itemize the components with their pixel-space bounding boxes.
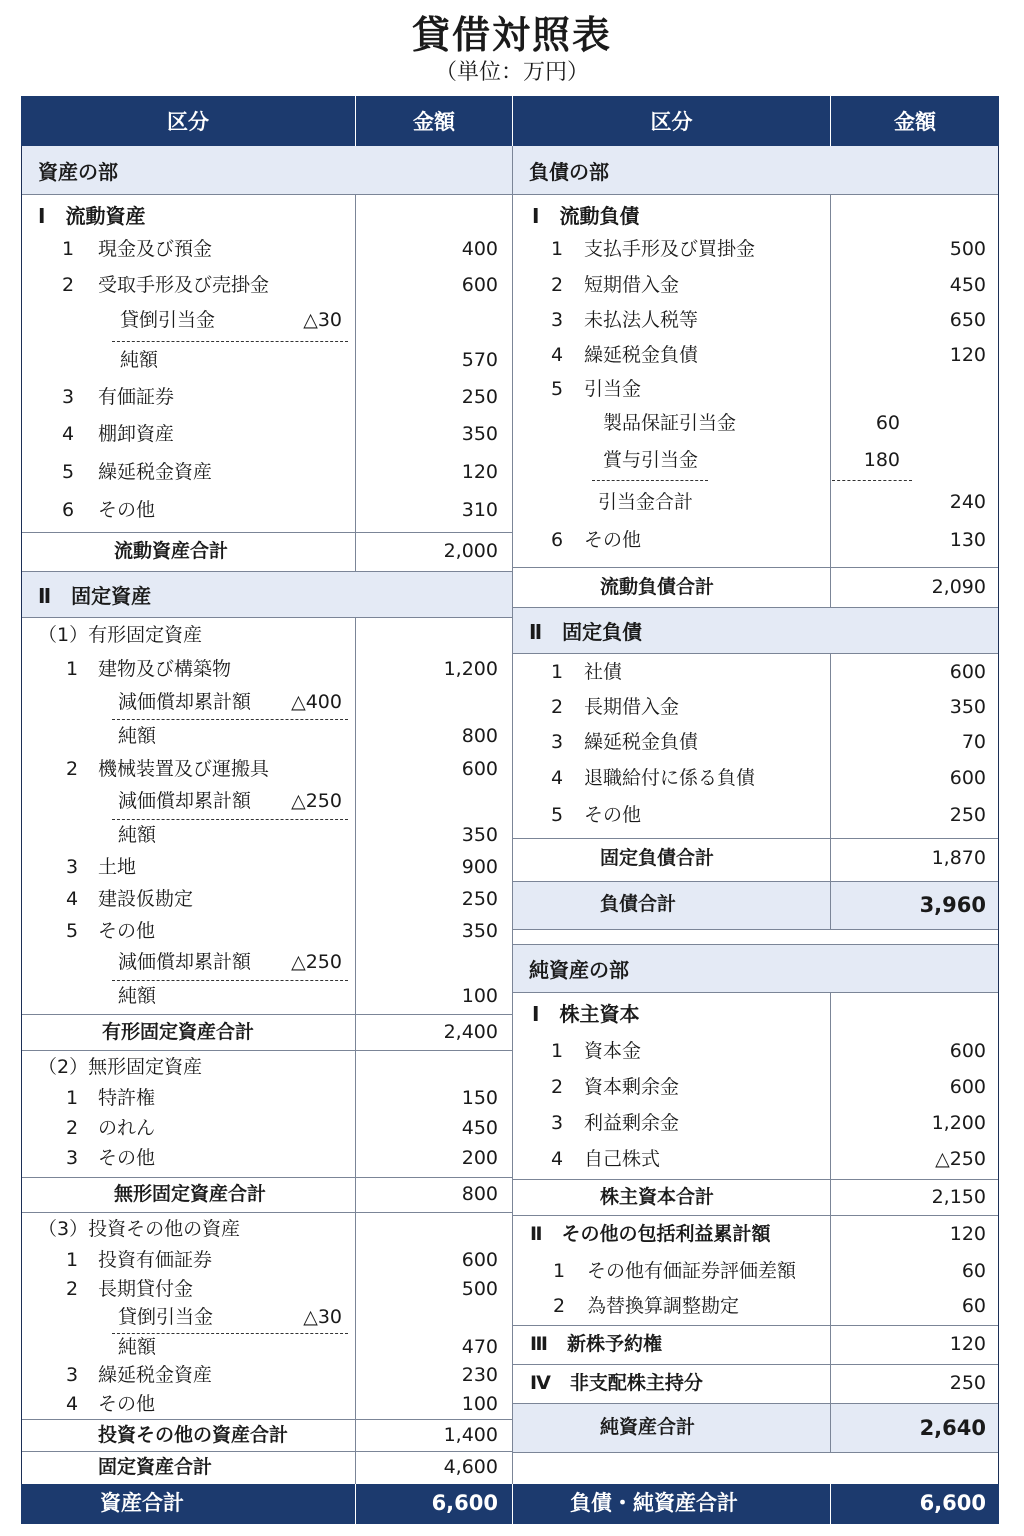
subtotal-amount: 1,400	[443, 1424, 498, 1446]
investments-heading: （3）投資その他の資産	[38, 1218, 241, 1240]
subtotal-label: 有形固定資産合計	[102, 1021, 255, 1043]
net-assets-total-label: 純資産合計	[600, 1416, 696, 1438]
header-amount-right: 金額	[830, 96, 999, 146]
nci-heading: Ⅳ 非支配株主持分	[530, 1372, 703, 1394]
net-assets-section-title: 純資産の部	[513, 944, 998, 992]
subtotal-amount: 2,000	[443, 540, 498, 562]
line-item-amount: 600	[461, 274, 498, 296]
nci-amount: 250	[949, 1372, 986, 1394]
header-category-left: 区分	[21, 96, 355, 146]
fixed-assets-heading: Ⅱ 固定資産	[22, 571, 512, 617]
balance-sheet-page: 貸借対照表 （単位：万円） 区分 金額 区分 金額 資産の部 負債の部 Ⅱ 固定資産 Ⅱ 固定負債 純資産の部 Ⅰ 流動資産 1 現金及び預金 400 2 受取手形及び売掛金 600 貸倒引当金 △30 純額 570 3 有価証券 250 4 棚卸資産 350 5 繰延税金資産 120 6 その他 310 流動資産合計 2,000 （1）有形固定資産 1 建物及び構築物 1,200 減価償却累計額 △400 純額 800 2 機械装置及び運搬具 600 減価償却累計額 △250 純額 350 3 土地 900 4 建設仮勘定 250 5 その他 350 減価償却累計額 △250 純額 100 有形固定資産合計 2,400 （2）無形固定資産 1 特許権 150 2 のれん 450 3 その他 200 無形固定資産合計 800 （3）投資その他の資産 1 投資有価証券 600 2 長期貸付金 500 貸倒引当金 △30 純額 470 3 繰延税金資産 230 4 その他 100 投資その他の資産合計 1,400 固定資産合計 4,600 資産合計 6,600 Ⅰ 流動負債 1 支払手形及び買掛金 500 2 短期借入金 450 3 未払法人税等 650 4 繰延税金負債 120 5 引当金 製品保証引当金 60 賞与引当金 180 引当金合計 240 6 その他 130 流動負債合計 2,090 1 社債 600 2 長期借入金 350 3 繰延税金負債 70 4 退職給付に係る負債 600 5 その他 250 固定負債合計 1,870 負債合計 3,960 Ⅰ 株主資本 1 資本金 600 2 資本剰余金 600 3 利益剰余金 1,200 4 自己株式 △250 株主資本合計 2,150 Ⅱ その他の包括利益累計額 120 1 その他有価証券評価差額 60 2 為替換算調整勘定 60 Ⅲ 新株予約権 120 Ⅳ 非支配株主持分 250 純資産合計 2,640 負債・純資産合計 6,600	[0, 0, 1024, 1536]
warrants-amount: 120	[949, 1333, 986, 1355]
tangible-heading: （1）有形固定資産	[38, 624, 203, 646]
subtotal-amount: 2,400	[443, 1021, 498, 1043]
liab-net-total-label: 負債・純資産合計	[570, 1491, 738, 1515]
liab-net-total: 6,600	[919, 1491, 986, 1515]
allowance-label: 貸倒引当金	[120, 309, 216, 331]
current-liabilities-heading: Ⅰ 流動負債	[532, 204, 640, 228]
subtotal-amount: 1,870	[931, 847, 986, 869]
line-item-label: 現金及び預金	[98, 238, 213, 260]
assets-grand-total: 6,600	[431, 1491, 498, 1515]
fixed-liabilities-heading: Ⅱ 固定負債	[513, 607, 998, 653]
aoci-amount: 120	[949, 1223, 986, 1245]
assets-section-title: 資産の部	[22, 146, 512, 194]
subtotal-label: 株主資本合計	[600, 1186, 715, 1208]
header-category-right: 区分	[512, 96, 830, 146]
warrants-heading: Ⅲ 新株予約権	[530, 1333, 662, 1355]
line-item-label: 受取手形及び売掛金	[98, 274, 270, 296]
line-item-amount: 400	[461, 238, 498, 260]
page-title: 貸借対照表	[411, 13, 612, 57]
unit-note: （単位：万円）	[434, 60, 589, 85]
shareholders-equity-heading: Ⅰ 株主資本	[532, 1002, 640, 1026]
subtotal-amount: 800	[461, 1183, 498, 1205]
subtotal-label: 固定負債合計	[600, 847, 715, 869]
subtotal-label: 無形固定資産合計	[114, 1183, 267, 1205]
intangible-heading: （2）無形固定資産	[38, 1056, 203, 1078]
liabilities-total: 3,960	[919, 893, 986, 917]
subtotal-label: 流動資産合計	[114, 540, 229, 562]
fixed-assets-total-label: 固定資産合計	[98, 1456, 213, 1478]
subtotal-amount: 2,090	[931, 576, 986, 598]
aoci-heading: Ⅱ その他の包括利益累計額	[530, 1223, 771, 1245]
header-amount-left: 金額	[355, 96, 512, 146]
subtotal-label: 投資その他の資産合計	[98, 1424, 289, 1446]
liabilities-section-title: 負債の部	[513, 146, 998, 194]
deduction-amount: △30	[303, 309, 342, 331]
subtotal-amount: 2,150	[931, 1186, 986, 1208]
current-assets-heading: Ⅰ 流動資産	[38, 204, 146, 228]
net-assets-total: 2,640	[919, 1416, 986, 1440]
assets-grand-total-label: 資産合計	[100, 1491, 184, 1515]
subtotal-label: 流動負債合計	[600, 576, 715, 598]
liabilities-total-label: 負債合計	[600, 893, 677, 915]
fixed-assets-total: 4,600	[443, 1456, 498, 1478]
